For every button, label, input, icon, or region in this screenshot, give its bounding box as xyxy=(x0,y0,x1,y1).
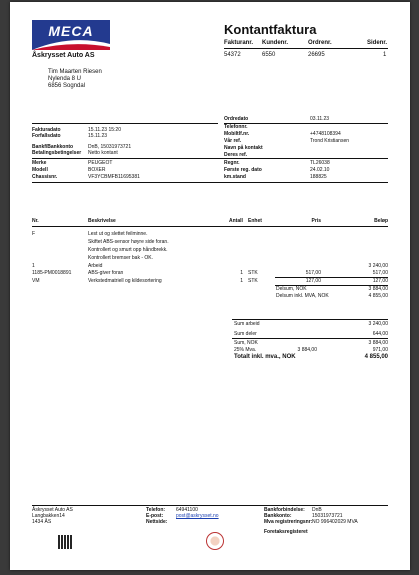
label-chassis: Chassisnr. xyxy=(32,174,58,180)
value-kundenr: 6550 xyxy=(262,52,276,58)
customer-name: Tim Maarten Riesen xyxy=(48,69,102,75)
value-sum-arbeid: 3 240,00 xyxy=(368,321,388,327)
value-chassis: VF3YCBMFB11695381 xyxy=(88,174,140,180)
value-modell: BOXER xyxy=(88,167,106,173)
company-name: Åskrysset Auto AS xyxy=(32,52,95,59)
value-bank: DnB, 15031973721 xyxy=(88,144,132,150)
row-nr: 1185-PM0018891 xyxy=(32,270,72,276)
footer-street: Langbakken14 xyxy=(32,513,65,519)
col-enhet: Enhet xyxy=(248,218,262,224)
value-total: 4 855,00 xyxy=(364,354,388,360)
row-belop: 3 240,00 xyxy=(368,263,388,269)
footer-company: Åskrysset Auto AS xyxy=(32,507,73,513)
label-sidenr: Sidenr. xyxy=(367,40,388,46)
label-mobil: Mobiltlf.nr. xyxy=(224,131,250,137)
label-forste-reg: Første reg. dato xyxy=(224,167,262,173)
invoice-page xyxy=(10,2,410,570)
value-fakturanr: 54372 xyxy=(224,52,241,58)
row-pris: 517,00 xyxy=(305,270,321,276)
value-ordrenr: 26695 xyxy=(308,52,325,58)
value-delsum-inkl: 4 855,00 xyxy=(368,293,388,299)
label-navn: Navn på kontakt xyxy=(224,145,263,151)
value-sum-nok: 3 884,00 xyxy=(368,340,388,346)
row-nr: 1 xyxy=(32,263,35,269)
row-antall: 1 xyxy=(240,278,243,284)
footer-bankkonto: 15031973721 xyxy=(312,513,343,519)
note-line: Lest ut og slettet feilminne. xyxy=(88,231,148,237)
row-antall: 1 xyxy=(240,270,243,276)
row-pris: 127,00 xyxy=(305,278,321,284)
logo-wordmark: MECA xyxy=(48,23,94,39)
value-mva-base: 3 884,00 xyxy=(297,347,317,353)
label-modell: Modell xyxy=(32,167,48,173)
value-delsum: 3 884,00 xyxy=(368,286,388,292)
note-line: Kontrollert bremser bak - OK. xyxy=(88,255,154,261)
label-deresref: Deres ref. xyxy=(224,152,248,158)
footer-mva-reg: NO 996402029 MVA xyxy=(312,519,358,525)
doc-title: Kontantfaktura xyxy=(224,22,317,37)
col-nr: Nr. xyxy=(32,218,39,224)
note-line: Kontrollert og smurt opp håndbrekk. xyxy=(88,247,168,253)
label-varref: Vår ref. xyxy=(224,138,242,144)
value-betaling: Netto kontant xyxy=(88,150,118,156)
note-line: Skiftet ABS-sensor høyre side foran. xyxy=(88,239,169,245)
label-betaling: Betalingsbetingelser xyxy=(32,150,82,156)
footer-bankforb: DnB xyxy=(312,507,322,513)
col-beskrivelse: Beskrivelse xyxy=(88,218,116,224)
label-ordredato: Ordredato xyxy=(224,116,249,122)
label-delsum-inkl: Delsum inkl. MVA, NOK xyxy=(276,293,329,299)
label-kundenr: Kundenr. xyxy=(262,40,289,46)
label-mva: 25% Mva. xyxy=(234,347,257,353)
row-desc: Verkstedmatriell og kildesortering xyxy=(88,278,162,284)
value-mva: 971,00 xyxy=(372,347,388,353)
label-km: km.stand xyxy=(224,174,246,180)
meca-logo xyxy=(32,20,110,50)
logo-swoosh-icon xyxy=(32,38,110,50)
label-ordrenr: Ordrenr. xyxy=(308,40,332,46)
footer-nettside-label: Nettside: xyxy=(146,519,168,525)
row-enhet: STK xyxy=(248,278,258,284)
customer-city: 6856 Sogndal xyxy=(48,83,86,89)
row-belop: 127,00 xyxy=(372,278,388,284)
label-telefon: Telefonnr. xyxy=(224,124,248,130)
value-ordredato: 03.11.23 xyxy=(310,116,330,122)
label-sum-nok: Sum, NOK xyxy=(234,340,258,346)
label-fakturadato: Fakturadato xyxy=(32,127,61,133)
label-regnr: Regnr. xyxy=(224,160,240,166)
value-regnr: TL26038 xyxy=(310,160,330,166)
value-sidenr: 1 xyxy=(383,52,387,58)
row-desc: Arbeid xyxy=(88,263,103,269)
row-desc: ABS-giver foran xyxy=(88,270,124,276)
footer-mva-reg-label: Mva registreringsnr: xyxy=(264,519,313,525)
label-forfall: Forfallsdato xyxy=(32,133,61,139)
col-antall: Antall xyxy=(229,218,243,224)
footer-foretak: Foretaksregisteret xyxy=(264,529,308,535)
value-forfall: 15.11.23 xyxy=(88,133,108,139)
value-forste-reg: 24.02.10 xyxy=(310,167,330,173)
footer-telefon-label: Telefon: xyxy=(146,507,166,513)
col-pris: Pris xyxy=(311,218,321,224)
value-sum-deler: 644,00 xyxy=(372,331,388,337)
row-enhet: STK xyxy=(248,270,258,276)
label-sum-deler: Sum deler xyxy=(234,331,257,337)
customer-street: Nylenda 8 U xyxy=(48,76,82,82)
row-nr: VM xyxy=(32,278,40,284)
value-km: 188825 xyxy=(310,174,327,180)
footer-bankkonto-label: Bankkonto: xyxy=(264,513,292,519)
label-sum-arbeid: Sum arbeid xyxy=(234,321,260,327)
value-mobil: +4748108394 xyxy=(310,131,341,137)
certification-seal-icon xyxy=(206,532,224,550)
footer-city: 1434 ÅS xyxy=(32,519,52,525)
footer-bankforb-label: Bankforbindelse: xyxy=(264,507,305,513)
row-belop: 517,00 xyxy=(372,270,388,276)
footer-epost-label: E-post: xyxy=(146,513,164,519)
label-bank: Bankf/Bankkonto xyxy=(32,144,74,150)
value-fakturadato: 15.11.23 15:20 xyxy=(88,127,121,133)
col-belop: Beløp xyxy=(374,218,388,224)
label-total: Totalt inkl. mva., NOK xyxy=(234,354,296,360)
label-fakturanr: Fakturanr. xyxy=(224,40,254,46)
notes-code: F xyxy=(32,231,36,237)
value-merke: PEUGEOT xyxy=(88,160,113,166)
footer-telefon: 64941100 xyxy=(176,507,198,513)
footer-epost-link[interactable]: post@askrysset.no xyxy=(176,513,219,519)
label-merke: Merke xyxy=(32,160,47,166)
value-varref: Trond Kristiansen xyxy=(310,138,349,144)
label-delsum: Delsum, NOK xyxy=(276,286,307,292)
qr-code-icon xyxy=(58,535,72,549)
